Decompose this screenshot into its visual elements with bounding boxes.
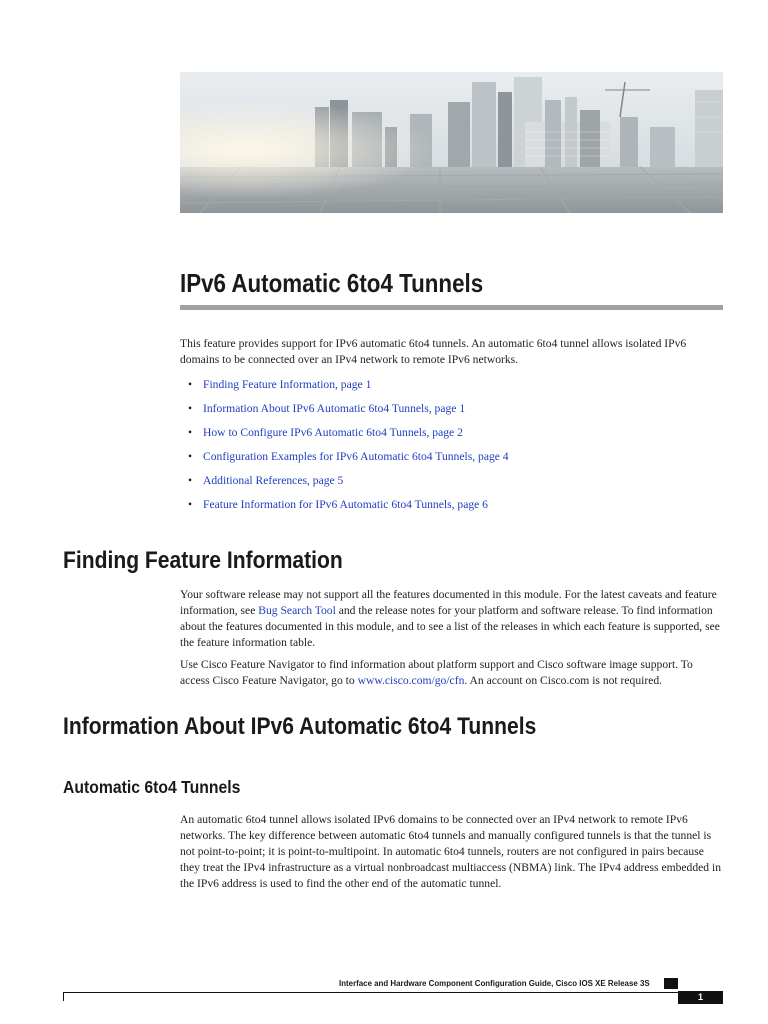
page-title: IPv6 Automatic 6to4 Tunnels (180, 268, 484, 298)
footer-guide-title: Interface and Hardware Component Configuration Guide, Cisco IOS XE Release 3S (339, 978, 650, 988)
city-skyline-banner (180, 72, 723, 213)
bullet-icon: • (188, 402, 193, 415)
information-about-heading: Information About IPv6 Automatic 6to4 Tunnels (63, 713, 537, 740)
bullet-icon: • (188, 474, 193, 487)
finding-p2-text-a: Use Cisco Feature Navigator to find information about platform support and Cisco software image support. To access Cisco Feature Navigator, go to (180, 658, 693, 687)
finding-paragraph-1 (180, 587, 725, 651)
finding-p2-text-b: . An account on Cisco.com is not required. (464, 674, 663, 687)
cisco-feature-navigator-link[interactable]: www.cisco.com/go/cfn (357, 674, 465, 687)
toc-item (188, 425, 509, 449)
toc-link-feature-information[interactable]: Feature Information for IPv6 Automatic 6to4 Tunnels, page 6 (203, 498, 488, 511)
toc-item (188, 377, 509, 401)
bullet-icon: • (188, 426, 193, 439)
bullet-icon: • (188, 378, 193, 391)
toc-link-additional-references[interactable]: Additional References, page 5 (203, 474, 344, 487)
finding-feature-information-heading: Finding Feature Information (63, 547, 343, 574)
toc-link-information-about[interactable]: Information About IPv6 Automatic 6to4 Tunnels, page 1 (203, 402, 466, 415)
bug-search-tool-link[interactable]: Bug Search Tool (258, 604, 336, 617)
page-number: 1 (678, 991, 723, 1004)
finding-paragraph-2 (180, 657, 725, 689)
toc-link-configuration-examples[interactable]: Configuration Examples for IPv6 Automatic 6to4 Tunnels, page 4 (203, 450, 509, 463)
footer-rule (63, 992, 683, 993)
automatic-6to4-tunnels-paragraph: An automatic 6to4 tunnel allows isolated IPv6 domains to be connected over an IPv4 network to remote IPv6 networks. The key difference between automatic 6to4 tunnels and manually configured tunnels is that the tunnel is not point-to-point; it is point-to-multipoint. In automatic 6to4 tunnels, routers are not configured in pairs because they treat the IPv4 infrastructure as a virtual nonbroadcast multiaccess (NBMA) link. The IPv4 address embedded in the IPv6 address is used to find the other end of the automatic tunnel. (180, 813, 722, 890)
toc-item (188, 449, 509, 473)
toc-item (188, 401, 509, 425)
footer-tick (63, 992, 64, 1001)
intro-paragraph: This feature provides support for IPv6 automatic 6to4 tunnels. An automatic 6to4 tunnel allows isolated IPv6 domains to be connected over an IPv4 network to remote IPv6 networks. (180, 337, 687, 366)
automatic-6to4-tunnels-subheading: Automatic 6to4 Tunnels (63, 777, 241, 797)
bullet-icon: • (188, 450, 193, 463)
title-divider (180, 305, 723, 310)
table-of-contents (188, 377, 509, 521)
toc-item (188, 497, 509, 521)
city-skyline-image (180, 72, 723, 213)
toc-item (188, 473, 509, 497)
finding-feature-information-section (180, 587, 725, 689)
toc-link-how-to-configure[interactable]: How to Configure IPv6 Automatic 6to4 Tunnels, page 2 (203, 426, 463, 439)
toc-link-finding-feature-information[interactable]: Finding Feature Information, page 1 (203, 378, 372, 391)
finding-p1-text-b: and the release notes for your platform and software release. To find information about the features documented in this module, and to see a list of the releases in which each feature is supported, see the feature information table. (180, 604, 720, 649)
finding-p1-text-a: Your software release may not support all the features documented in this module. For the latest caveats and feature information, see (180, 588, 717, 617)
footer-marker (664, 978, 678, 989)
bullet-icon: • (188, 498, 193, 511)
